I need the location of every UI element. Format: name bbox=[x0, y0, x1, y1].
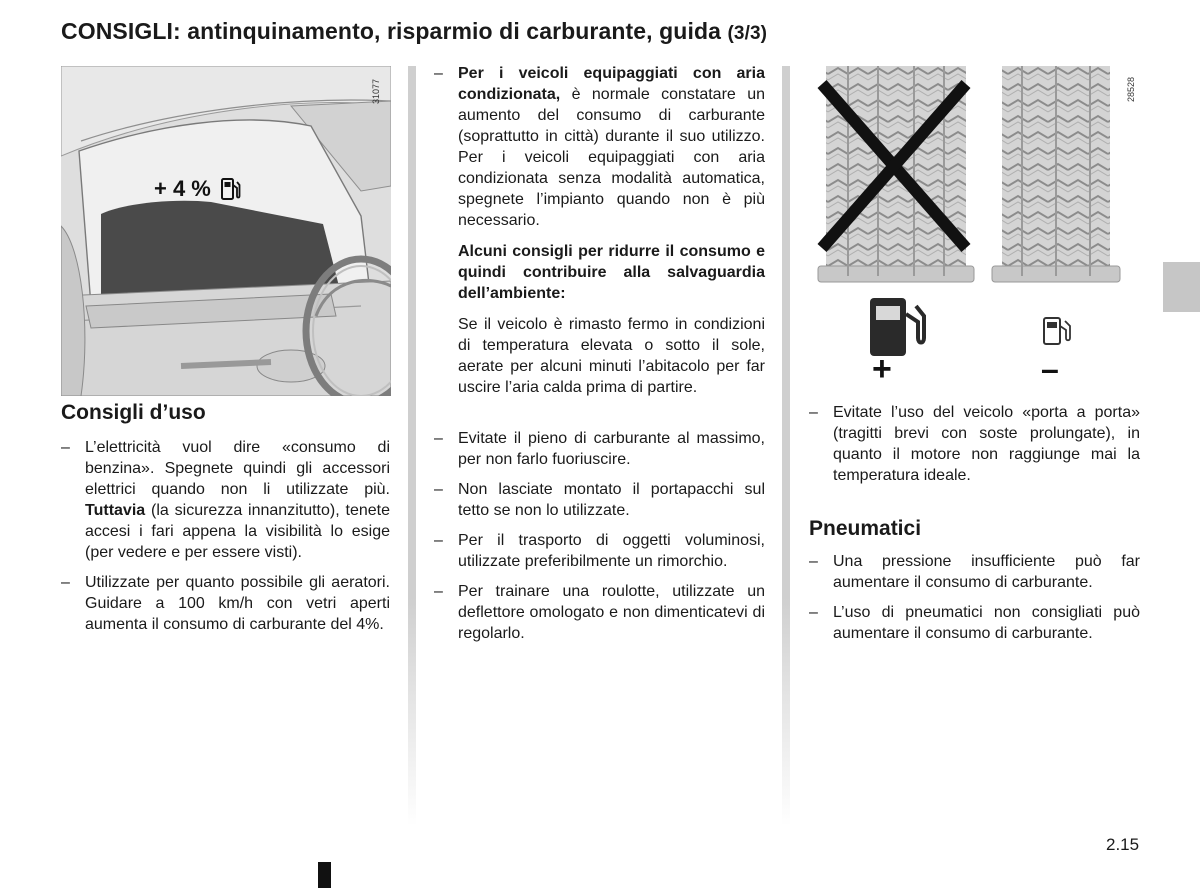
figure-code-right: 28528 bbox=[1126, 76, 1136, 102]
figure-code-left: 31077 bbox=[371, 78, 381, 104]
list-item: – Evitate l’uso del veicolo «porta a porta» (tragitti brevi con soste prolungate), in quanto il motore non raggiunge mai la temperatura ideale. bbox=[809, 402, 1140, 486]
list-item: – Evitate il pieno di carburante al massimo, per non farlo fuoriuscire. bbox=[434, 428, 765, 470]
section-heading-usage: Consigli d’uso bbox=[61, 401, 206, 424]
fuel-increase-label bbox=[154, 176, 241, 202]
section-heading-tyres: Pneumatici bbox=[809, 517, 922, 540]
fuel-pump-small-icon bbox=[1044, 318, 1070, 344]
list-item: – Non lasciate montato il portapacchi sul tetto se non lo utilizzate. bbox=[434, 479, 765, 521]
page-title bbox=[61, 18, 767, 45]
tyre-tips-list bbox=[809, 551, 1140, 653]
list-item: – Una pressione insufficiente può far aumentare il consumo di carburante. bbox=[809, 551, 1140, 593]
list-item: – L’uso di pneumatici non consigliati può aumentare il consumo di carburante. bbox=[809, 602, 1140, 644]
list-item: – Utilizzate per quanto possibile gli aeratori. Guidare a 100 km/h con vetri aperti aumenta il consumo di carburante del 4%. bbox=[61, 572, 390, 635]
print-mark bbox=[318, 862, 331, 888]
list-item: – L’elettricità vuol dire «consumo di benzina». Spegnete quindi gli accessori elettrici quando non li utilizzate più. Tuttavia (la sicurezza innanzitutto), tenete accesi i fari appena la visibilità lo esige (per vedere e per essere visti). bbox=[61, 437, 390, 563]
tyre-comparison-illustration bbox=[808, 66, 1143, 386]
fuel-pump-icon bbox=[221, 177, 241, 201]
fuel-pump-large-icon bbox=[870, 298, 924, 356]
column-divider-left bbox=[408, 66, 416, 826]
list-item: – Per trainare una roulotte, utilizzate un deflettore omologato e non dimenticatevi di regolarlo. bbox=[434, 581, 765, 644]
page-title-suffix: (3/3) bbox=[727, 23, 768, 44]
car-interior-drawing bbox=[61, 66, 391, 396]
driving-tips-list bbox=[809, 402, 1140, 495]
consumption-tips-list bbox=[434, 428, 765, 653]
tyre-drawing bbox=[808, 66, 1143, 386]
fuel-increase-value: + 4 % bbox=[154, 176, 211, 201]
minus-sign: – bbox=[1041, 351, 1059, 386]
page-number: 2.15 bbox=[1106, 835, 1140, 854]
parking-heat-paragraph: Se il veicolo è rimasto fermo in condizioni di temperatura elevata o sotto il sole, aerate per alcuni minuti l’abitacolo per far uscire l’aria calda prima di partire. bbox=[458, 316, 765, 396]
air-conditioning-list bbox=[434, 63, 765, 240]
list-item: – Per il trasporto di oggetti voluminosi, utilizzate preferibilmente un rimorchio. bbox=[434, 530, 765, 572]
usage-tips-list bbox=[61, 437, 390, 644]
plus-sign: + bbox=[872, 350, 892, 386]
section-tab bbox=[1163, 262, 1200, 312]
consumption-tips-heading: Alcuni consigli per ridurre il consumo e quindi contribuire alla salvaguardia dell’ambiente: bbox=[458, 243, 765, 302]
page-title-text: CONSIGLI: antinquinamento, risparmio di carburante, guida bbox=[61, 18, 721, 44]
column-divider-right bbox=[782, 66, 790, 826]
list-item: – Per i veicoli equipaggiati con aria condizionata, è normale constatare un aumento del consumo di carburante (soprattutto in città) durante il suo utilizzo. Per i veicoli equipaggiati con aria condizionata senza modalità automatica, spegnete l’impianto quando non è più necessario. bbox=[434, 63, 765, 231]
car-window-illustration bbox=[61, 66, 391, 396]
